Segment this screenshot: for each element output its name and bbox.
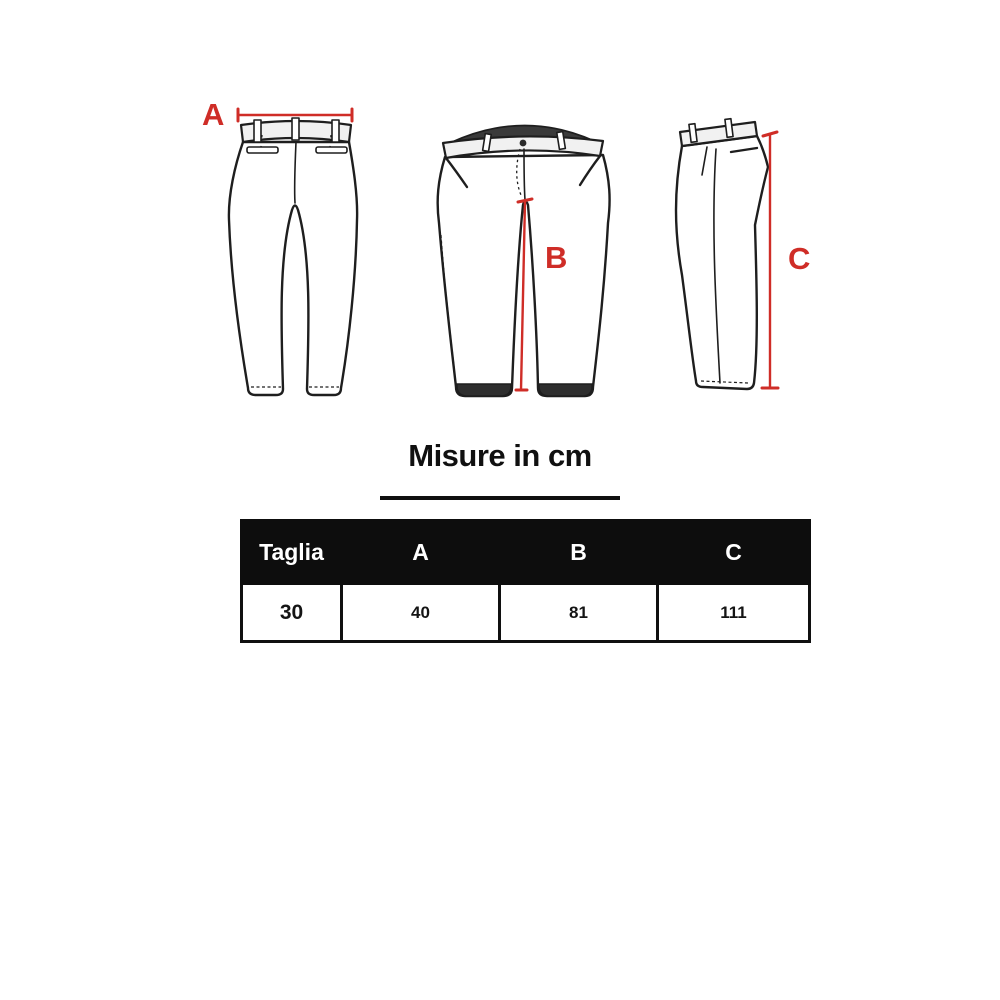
pants-back-view-drawing <box>195 85 375 425</box>
size-value-a: 40 <box>342 584 500 642</box>
measure-label-b: B <box>545 240 568 275</box>
pants-front-view-drawing <box>425 95 625 415</box>
belt-loop <box>332 120 339 142</box>
size-chart-title: Misure in cm <box>408 438 592 473</box>
belt-loop <box>254 120 261 142</box>
hem-cuff <box>457 384 511 396</box>
size-table-header-c: C <box>658 521 810 584</box>
size-table-header-b: B <box>500 521 658 584</box>
size-value-taglia: 30 <box>242 584 342 642</box>
belt-loop <box>725 119 733 138</box>
back-pocket-welt <box>316 147 347 153</box>
size-table <box>240 519 811 643</box>
title-underline <box>380 496 620 500</box>
belt-loop <box>689 124 697 143</box>
size-table-header-a: A <box>342 521 500 584</box>
pants-body-outline <box>676 136 768 389</box>
size-table-header-taglia: Taglia <box>242 521 342 584</box>
pants-body-outline <box>229 142 357 395</box>
size-table-header-row <box>242 521 810 584</box>
size-table-data-row <box>242 584 810 642</box>
belt-loop <box>292 118 299 140</box>
measure-label-a: A <box>202 97 225 132</box>
size-value-b: 81 <box>500 584 658 642</box>
size-value-c: 111 <box>658 584 810 642</box>
measure-label-c: C <box>788 241 811 276</box>
back-pocket-welt <box>247 147 278 153</box>
waist-button <box>520 140 527 147</box>
hem-cuff <box>539 384 592 396</box>
